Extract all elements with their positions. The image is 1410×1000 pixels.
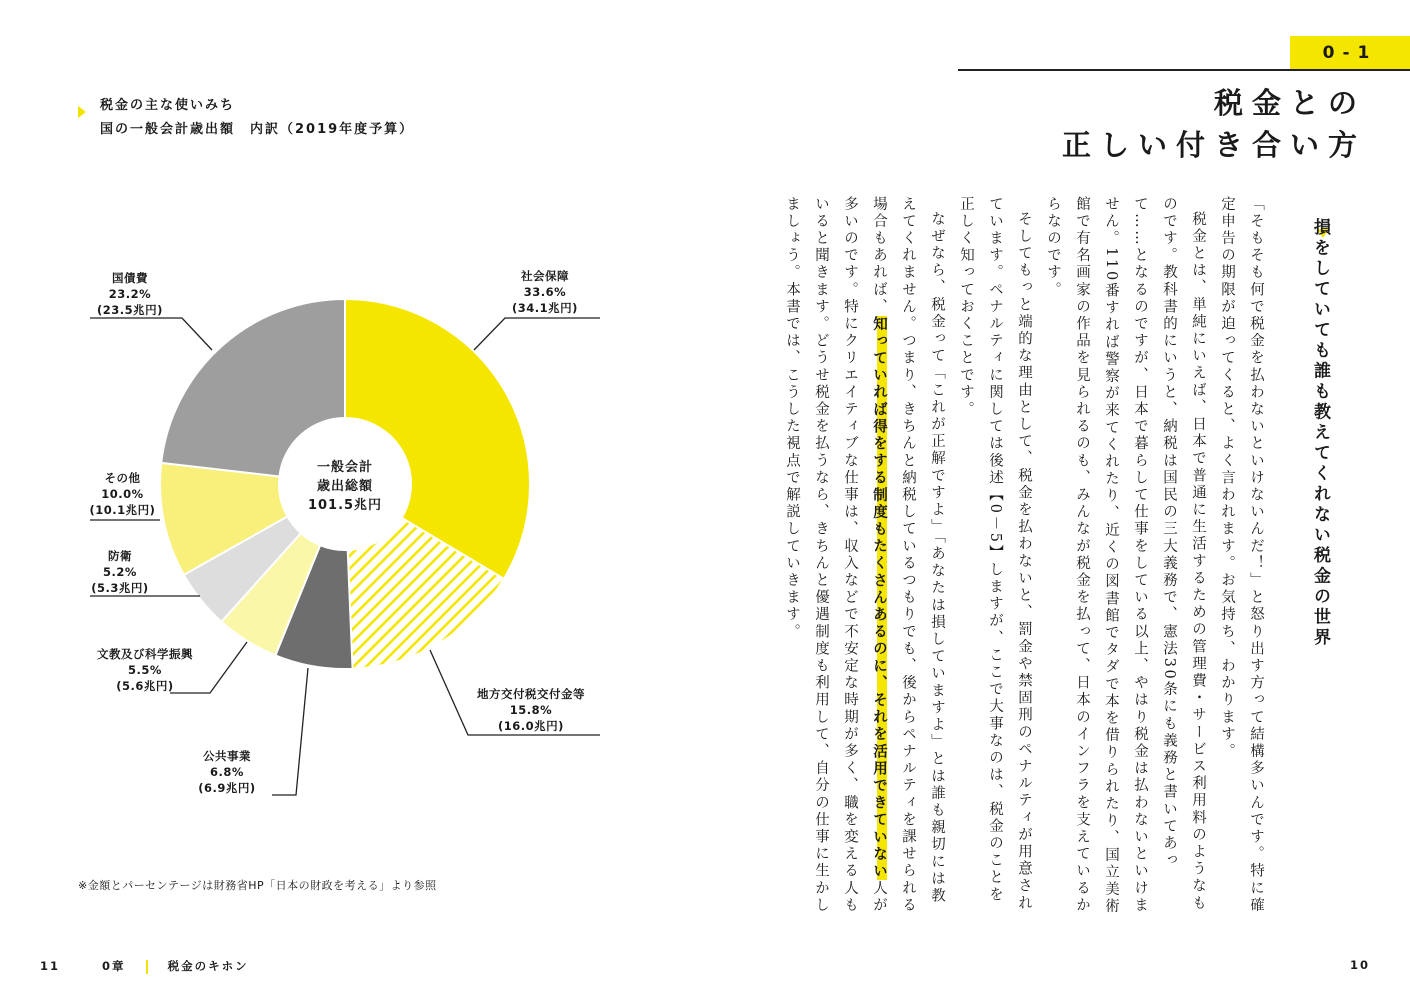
left-page-number: 11 [40, 959, 61, 973]
section-number-tab: 0-1 [1290, 36, 1410, 70]
slice-amount: (10.1兆円) [89, 503, 156, 517]
slice-name: その他 [104, 471, 141, 485]
slice-amount: (34.1兆円) [512, 301, 578, 315]
highlighted-phrase: 知っていれば得をする制度もたくさんあるのに、それを活用できていない [871, 315, 887, 881]
center-line3: 101.5兆円 [307, 498, 383, 513]
figure-title-line1: 税金の主な使いみち [100, 98, 236, 113]
section-title-line2: 正しい付き合い方 [1061, 128, 1366, 162]
slice-name: 社会保障 [521, 269, 569, 283]
section-rule [958, 69, 1410, 71]
slice-percent: 33.6% [523, 285, 567, 299]
label-defense [80, 548, 160, 596]
leader-line-社会保障 [474, 318, 600, 350]
chapter-number: 0章 [102, 959, 126, 973]
slice-percent: 5.2% [103, 565, 137, 579]
label-local-allocation [462, 686, 600, 734]
slice-name: 防衛 [108, 549, 132, 563]
paragraph-4 [777, 196, 951, 916]
slice-percent: 15.8% [509, 703, 553, 717]
figure-title-line2: 国の一般会計歳出額 内訳（2019年度予算） [100, 122, 415, 137]
label-education-science [80, 646, 210, 694]
leader-line-公共事業 [272, 668, 308, 795]
slice-percent: 10.0% [101, 487, 144, 501]
leader-line-国債費 [90, 318, 212, 350]
source-note: ※金額とパーセンテージは財務省HP「日本の財政を考える」より参照 [78, 879, 437, 892]
paragraph-4-part-a: なぜなら、税金って「これが正解ですよ」「あなたは損していますよ」とは誰も親切には教えてくれません。つまり、きちんと納税しているつもりでも、後からペナルティを課せられる場合もあれば、 [871, 196, 945, 915]
paragraph-3: そしてもっと端的な理由として、税金を払わないと、罰金や禁固刑のペナルティが用意されています。ペナルティに関しては後述【0－5】しますが、ここで大事なのは、税金のことを正しく知っておくことです。 [958, 196, 1032, 912]
section-title [1062, 82, 1366, 166]
label-social-security [490, 268, 600, 316]
center-line1: 一般会計 [316, 460, 373, 475]
paragraph-2: 税金とは、単純にいえば、日本で普通に生活するための管理費・サービス利用料のようなものです。教科書的にいうと、納税は国民の三大義務で、憲法30条にも義務と書いてあって……となるのですが、日本で暮らして仕事をしている以上、やはり税金は払わないといけません。110番すれば警察が来てくれたり、近くの図書館でタダで本を借りられたり、国立美術館で有名画家の作品を見られるのも、みんなが税金を払って、日本のインフラを支えているからなのです。 [1045, 196, 1206, 916]
slice-name: 公共事業 [203, 749, 251, 763]
chart-center-label [270, 458, 420, 515]
footer-left [40, 958, 249, 974]
label-other [80, 470, 165, 518]
slice-percent: 5.5% [128, 663, 162, 677]
section-title-line1: 税金との [1213, 86, 1366, 120]
slice-amount: (6.9兆円) [198, 781, 256, 795]
label-debt-service [80, 270, 180, 318]
slice-amount: (23.5兆円) [97, 303, 163, 317]
body-text [777, 196, 1270, 916]
label-public-works [182, 748, 272, 796]
slice-percent: 23.2% [108, 287, 152, 301]
slice-amount: (5.6兆円) [116, 679, 174, 693]
slice-name: 文教及び科学振興 [97, 647, 193, 661]
slice-name: 地方交付税交付金等 [477, 687, 585, 701]
slice-name: 国債費 [112, 271, 148, 285]
slice-社会保障 [345, 299, 530, 579]
chapter-title: 税金のキホン [167, 959, 249, 973]
center-line2: 歳出総額 [316, 479, 373, 494]
footer-separator [146, 960, 148, 974]
paragraph-4-part-b: 人が多いのです。特にクリエイティブな仕事は、収入などで不安定な時期が多く、職を変える人もいると聞きます。どうせ税金を払うなら、きちんと優遇制度も利用して、自分の仕事に生かしましょう。本書では、こうした視点で解説していきます。 [784, 196, 887, 915]
right-page-number: 10 [1350, 958, 1371, 972]
slice-amount: (16.0兆円) [498, 719, 564, 733]
paragraph-1: 「そもそも何で税金を払わないといけないんだ！」と怒り出す方って結構多いんです。特に確定申告の期限が迫ってくると、よく言われます。お気持ち、わかります。 [1219, 196, 1264, 915]
slice-amount: (5.3兆円) [91, 581, 149, 595]
slice-percent: 6.8% [210, 765, 244, 779]
subheading: 損をしていても誰も教えてくれない税金の世界 [1310, 218, 1330, 649]
